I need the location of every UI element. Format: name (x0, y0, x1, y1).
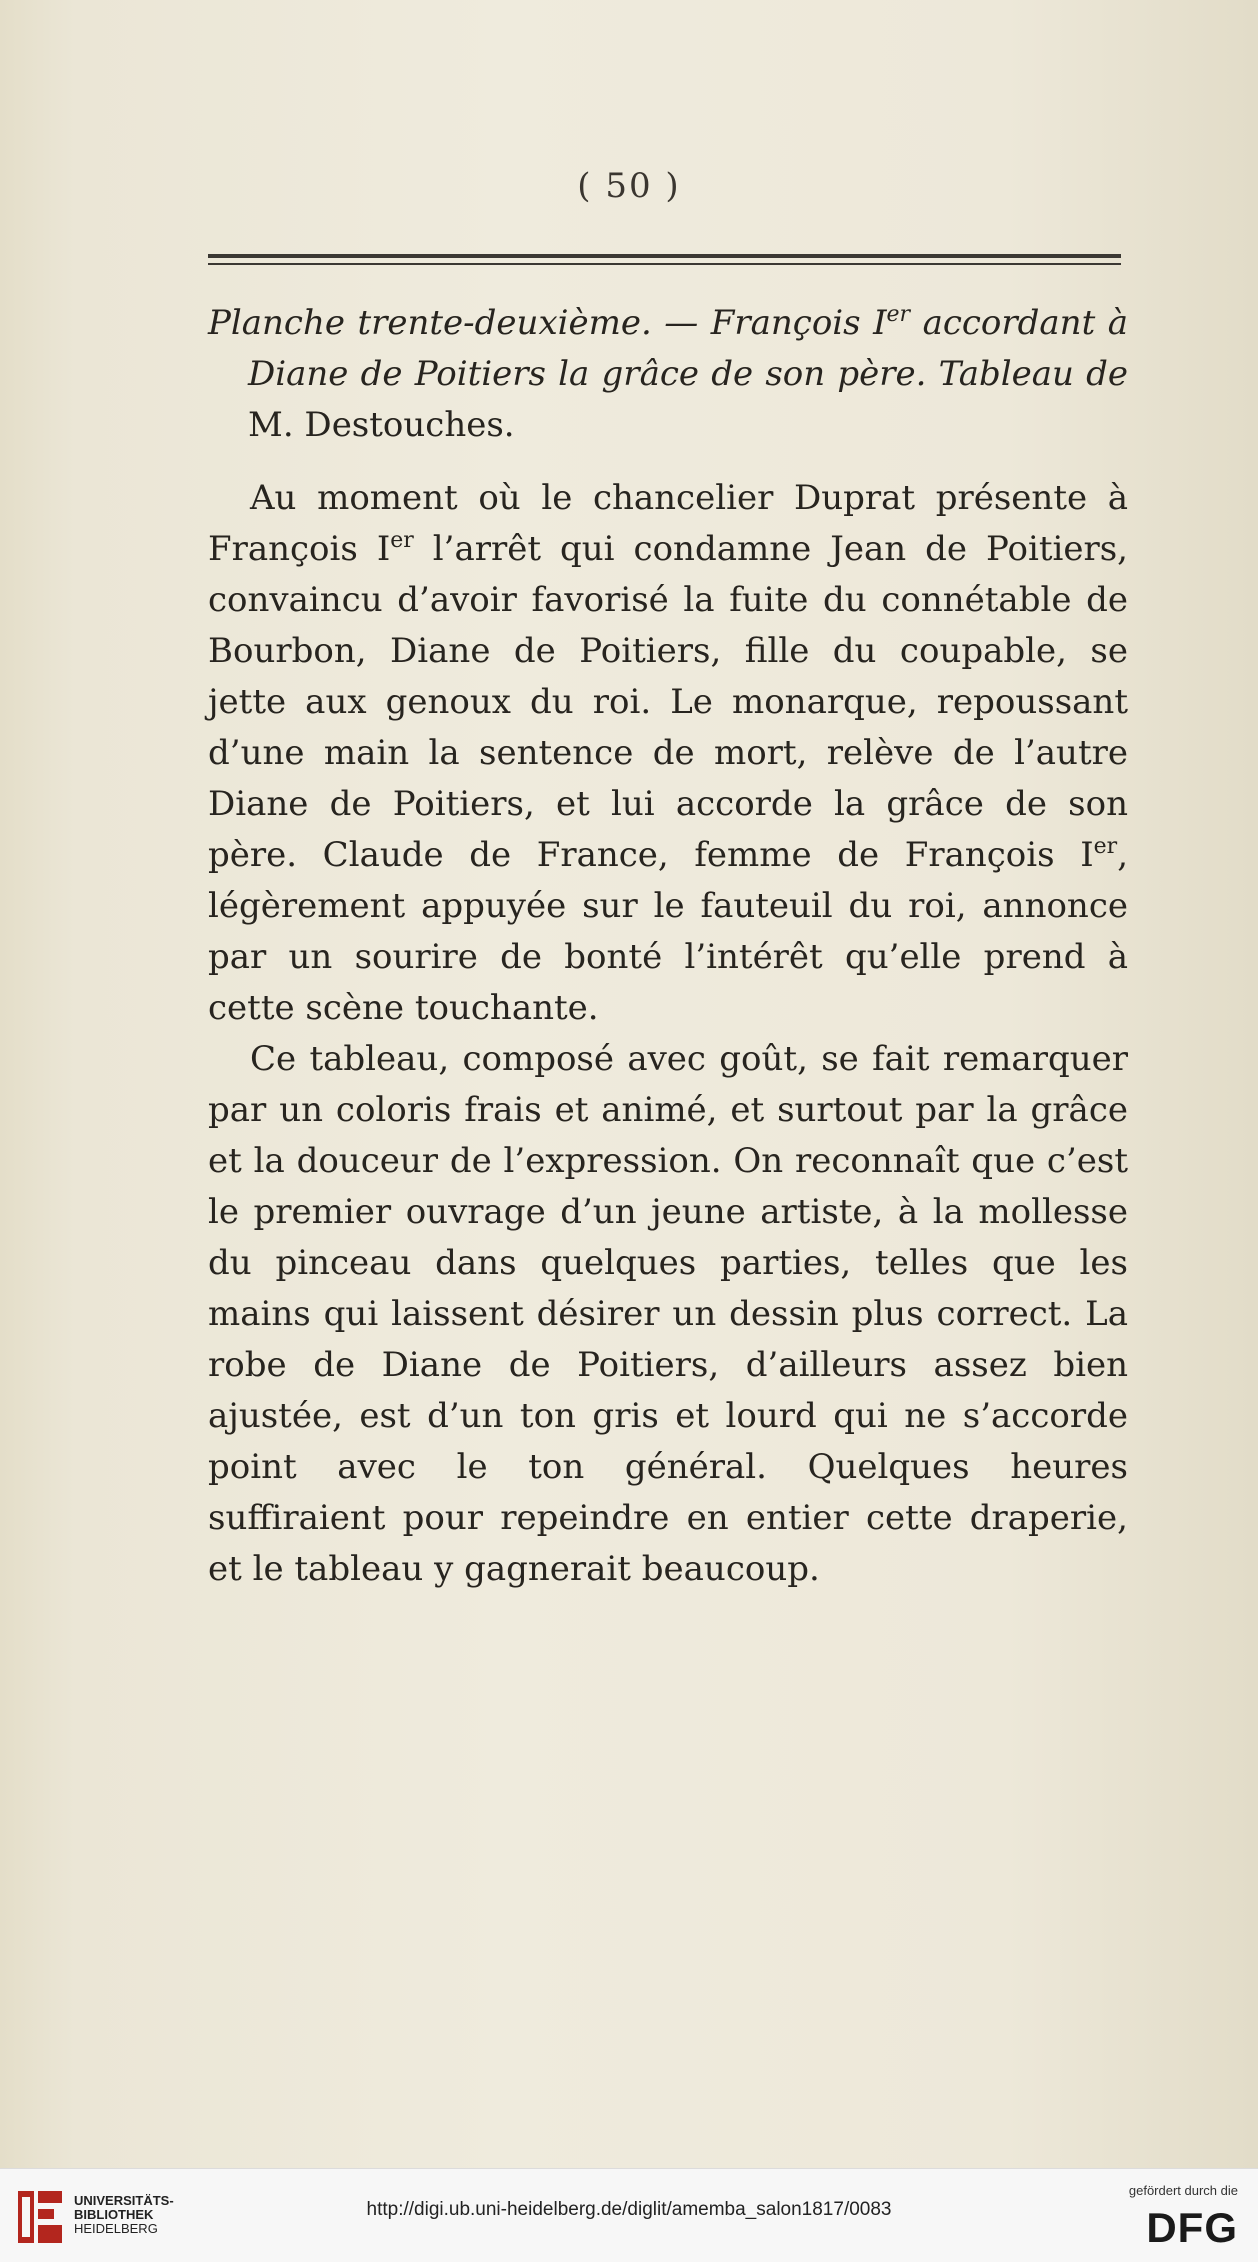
body-paragraph-2: Ce tableau, composé avec goût, se fait remarquer par un coloris frais et animé, et surtout par la grâce et la douceur de l’expression. On reconnaît que c’est le premier ouvrage d’un jeune artiste, à la mollesse du pinceau dans quelques parties, telles que les mains qui laissent désirer un dessin plus correct. La robe de Diane de Poitiers, d’ailleurs assez bien ajustée, est d’un ton gris et lourd qui ne s’accorde point avec le ton général. Quelques heures suffiraient pour repeindre en entier cette draperie, et le tableau y gagnerait beaucoup. (208, 1039, 1128, 1589)
funding-caption: gefördert durch die (1128, 2183, 1238, 2198)
caption-part1: Planche trente-deuxième. — François I (208, 303, 887, 343)
body-paragraph-1 (208, 473, 1128, 1034)
dfg-logo-icon: DFG (1146, 2204, 1238, 2251)
text-block (208, 298, 1128, 1595)
caption-artist: M. Destouches. (248, 405, 515, 445)
header-rule-thin (208, 263, 1121, 265)
caption-superscript: er (886, 302, 911, 327)
p1-text-a: Au moment où le chancelier Duprat présente à François I (208, 478, 1128, 569)
p1-superscript-2: er (1093, 834, 1118, 859)
plate-caption (208, 298, 1128, 451)
page-number: ( 50 ) (577, 166, 681, 206)
viewer-footer (0, 2168, 1258, 2262)
p1-text-c: , légèrement appuyée sur le fauteuil du roi, annonce par un sourire de bonté l’intérêt qu’elle prend à cette scène touchante. (208, 835, 1128, 1028)
library-name-line1: UNIVERSITÄTS- (74, 2193, 174, 2208)
library-name-line2: BIBLIOTHEK (74, 2207, 154, 2222)
p1-text-b: l’arrêt qui condamne Jean de Poitiers, convaincu d’avoir favorisé la fuite du connétable de Bourbon, Diane de Poitiers, fille du coupable, se jette aux genoux du roi. Le monarque, repoussant d’une main la sentence de mort, relève de l’autre Diane de Poitiers, et lui accorde la grâce de son père. Claude de France, femme de François I (208, 529, 1128, 875)
header-rule-thick (208, 254, 1121, 258)
p1-superscript-1: er (390, 528, 414, 553)
library-name-line3: HEIDELBERG (74, 2221, 158, 2236)
permalink-url[interactable]: http://digi.ub.uni-heidelberg.de/diglit/amemba_salon1817/0083 (366, 2199, 892, 2220)
caption-part2: accordant à Diane de Poitiers la grâce de son père. Tableau de (248, 303, 1128, 394)
